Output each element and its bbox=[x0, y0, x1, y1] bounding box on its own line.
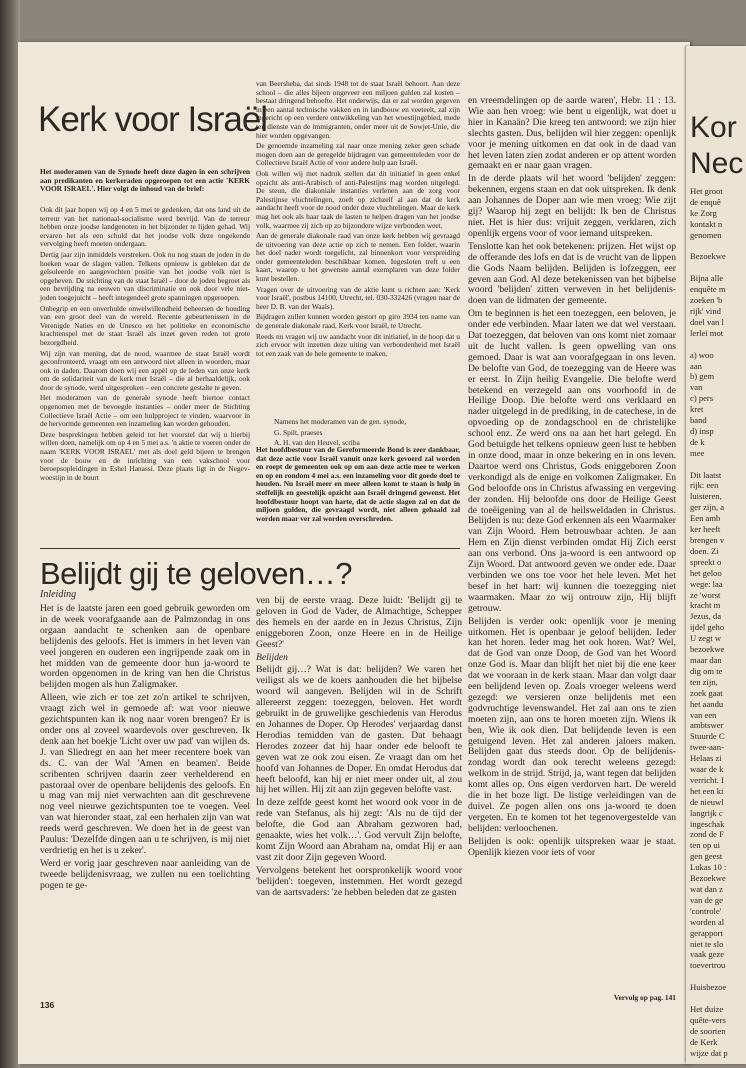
text-line: ten zijn, bbox=[690, 676, 718, 687]
article2-column-2-body bbox=[256, 665, 462, 898]
text-line bbox=[690, 971, 728, 982]
paragraph: Wij zijn van mening, dat de nood, waarmee de staat Israël wordt geconfronteerd, vraagt om een antwoord niet alleen in woorden, maar ook in daden. Daarom doen wij een appèl op de leden van onze kerk om de solidariteit van de kerk met Israël – die al herhaaldelijk, ook door de synode, werd uitgesproken – een concrete gestalte te geven. bbox=[40, 348, 250, 392]
text-line: wat dan z bbox=[690, 884, 723, 894]
text-line: twee-aan- bbox=[690, 742, 724, 753]
text-line: ke Zorg bbox=[690, 207, 717, 218]
text-line: Het groot bbox=[690, 186, 723, 196]
text-line: Bijna alle bbox=[690, 273, 724, 284]
text-line: spreekt o bbox=[690, 556, 722, 567]
text-line: kret bbox=[690, 404, 704, 415]
article1-column-2 bbox=[256, 80, 460, 370]
text-line: het een ki bbox=[690, 785, 724, 796]
text-line: Een amb bbox=[690, 513, 721, 524]
adjacent-page-text bbox=[690, 186, 728, 1059]
title-line: Nec bbox=[690, 147, 744, 180]
article1-column-1 bbox=[40, 206, 250, 546]
text-line: de k bbox=[690, 436, 705, 447]
text-line: bezoekwe bbox=[690, 644, 725, 655]
text-line: Het duize bbox=[690, 1003, 724, 1014]
text-line: de enquê bbox=[690, 196, 721, 207]
text-line: Dit laatst bbox=[690, 469, 722, 480]
paragraph: Belijden is verder ook: openlijk voor je mening uitkomen. Het is openbaar je geloof belijden. Ieder kan het horen. Ieder mag het ook horen. Wat? Wel, dat de God van onze Doop, de God van het Woord onze God is. Maar dan blijft het niet bij die ene keer dat we vooraan in de kerk staan. Maar dan volgt daar een belijdend leven op. Zoals vroeger weleens werd gezegd: we versieren onze belijdenis met een godvruchtige levenswandel. Het zal aan ons te zien moeten zijn, aan ons te horen moeten zijn. Wiens ik ben, Wie ik ook dien. Dat belijdende leven is een getuigend leven. Het zal anderen jaloers maken. Belijden gaat dus steeds door. Op de belijdenis-zondag wordt dan ook terecht weleens gezegd: welkom in de strijd. Strijd, ja, want tegen dat belijden komt alles op. Ons eigen verdorven hart. De wereld die in het boze ligt. De listige verleidingen van de duivel. Ze pogen allen ons ons ja-woord te doen vergeten. En te komen tot het tegenovergestelde van belijden: verloochenen. bbox=[468, 615, 676, 834]
text-line: ze 'worst bbox=[690, 589, 721, 600]
signature-line: Namens het moderamen van de gen. synode, bbox=[274, 417, 407, 426]
text-line: de nieuwl bbox=[690, 796, 724, 807]
article-title-belijdt-gij-te-geloven: Belijdt gij te geloven…? bbox=[40, 556, 352, 591]
text-line: Jezus, da bbox=[690, 611, 722, 622]
text-line: ijdel geho bbox=[690, 622, 725, 633]
paragraph: De genoemde inzameling zal naar onze mening zeker geen schade mogen doen aan de geregelde bijdragen van gemeenteleden voor de Collectieve Israël Actie of voor andere hulp aan Israël. bbox=[256, 141, 460, 168]
adjacent-page-title bbox=[690, 110, 743, 182]
text-line: kontakt n bbox=[690, 218, 723, 229]
paragraph: Het is de laatste jaren een goed gebruik geworden om in de week voorafgaande aan de Palmzondag in ons orgaan aandacht te schenken aan de openbare belijdenis des geloofs. Het is immers in het leven van veel jongeren en ouderen een ingrijpende zaak om in het midden van de gemeente door hun ja-woord te worden opgenomen in de kring van hen die Christus belijden mogen als hun Zaligmaker. bbox=[40, 603, 250, 691]
text-line: brengen v bbox=[690, 535, 725, 545]
text-line: 'controle' bbox=[690, 905, 722, 916]
text-line: Stuurde C bbox=[690, 731, 725, 742]
text-line: verricht. I bbox=[690, 774, 724, 785]
text-line: ker heeft bbox=[690, 524, 721, 535]
text-line: aan bbox=[690, 360, 702, 371]
text-line: zond de F bbox=[690, 829, 724, 840]
text-line: waar de k bbox=[690, 764, 724, 775]
text-line: quête-vers bbox=[690, 1014, 726, 1025]
article2-column-1 bbox=[40, 604, 250, 996]
text-line: het aandu bbox=[690, 698, 724, 709]
text-line: doel van l bbox=[690, 316, 724, 327]
text-line: gen geest bbox=[690, 851, 723, 862]
text-line: wijze dat p bbox=[690, 1047, 728, 1058]
paragraph: Deze besprekingen hebben geleid tot het voorstel dat wij u hierbij willen doen, namelijk om op 4 en 5 mei a.s. 'n aktie te voeren onder de naam 'KERK VOOR ISRAEL' met als doel geld bijeen te brengen voor de bouw en de inrichting van een vakschool voor beroepsopleidingen in Eshel Hanassi. Deze plaats ligt in de Negev-woestijn in de buurt bbox=[40, 429, 250, 482]
text-line: langrijk c bbox=[690, 807, 723, 818]
text-line: band bbox=[690, 415, 707, 426]
text-line: c) pers bbox=[690, 393, 714, 404]
adjacent-page bbox=[686, 46, 746, 1064]
text-line: de soorten bbox=[690, 1025, 726, 1036]
paragraph: Werd er vorig jaar geschreven naar aanleiding van de tweede belijdenisvraag, we zullen nu een toelichting pogen te ge- bbox=[40, 857, 250, 891]
paragraph: Onbegrip en een onverhulde onwelwillendheid beheersen de houding van een groot deel van de wereld. Recente gebeurtenissen in de Verenigde Naties en de Unesco en het politieke en economische krachtenspel met de staat Israël als inzet geven reden tot grote bezorgdheid. bbox=[40, 303, 250, 347]
text-line bbox=[690, 339, 728, 350]
text-line: dig om te bbox=[690, 665, 723, 676]
text-line: Lukas 10 : bbox=[690, 862, 727, 873]
paragraph: Aan de generale diakonale raad van onze kerk hebben wij gevraagd de uitvoering van deze actie op zich te nemen. Een folder, waarin het doel nader wordt toegelicht, zal binnenkort voor verspreiding onder gemeenteleden beschikbaar komen. Ingesloten treft u een kaart, waarop u het gewenste aantal exemplaren van deze folder kunt bestellen. bbox=[256, 231, 460, 284]
text-line: ten op ui bbox=[690, 840, 721, 851]
text-line: toevertrou bbox=[690, 960, 726, 971]
text-line: ingeschak bbox=[690, 818, 725, 829]
article2-column-2-intro bbox=[256, 596, 462, 651]
paragraph: Ook dit jaar hopen wij op 4 en 5 mei te gedenken, dat ons land uit de terreur van het nationaal-socialisme werd bevrijd. Van de terreur hebben onze joodse landgenoten in het bijzonder te lijden gehad. Wij ervaren het als een schuld dat het joodse volk deze ongekende vervolging heeft moeten ondergaan. bbox=[40, 205, 250, 249]
text-line: genomen bbox=[690, 229, 722, 240]
paragraph: Ook willen wij met nadruk stellen dat dit initiatief in geen enkel opzicht als anti-Arabisch of anti-Palestijns mag worden uitgelegd. De steun, die diakoniale instanties verlenen aan de zorg voor Palestijnse vluchtelingen, zoeft op zichzelf al aan dat de kerk aandacht heeft voor de nood onder deze vluchtelingen. Maar de kerk mag het ook als haar taak de lasten te helpen dragen van het joodse volk, waarmee zij zich op zo bijzondere wijze verbonden weet. bbox=[256, 168, 460, 230]
text-line: zoek gaat bbox=[690, 687, 723, 698]
signature-line: A. H. van den Heuvel, scriba bbox=[274, 438, 360, 448]
text-line: Bezoekwe bbox=[690, 873, 726, 884]
text-line: doen. Zi bbox=[690, 545, 719, 556]
signature-line: G. Spilt, praeses bbox=[274, 427, 323, 437]
text-line: worden al bbox=[690, 916, 725, 927]
text-line: U zegt w bbox=[690, 633, 722, 644]
text-line: a) woo bbox=[690, 349, 714, 360]
page-number: 136 bbox=[40, 1000, 55, 1010]
text-line: niet te slo bbox=[690, 938, 724, 949]
paragraph: van Beersheba, dat sinds 1948 tot de staat Israël behoort. Aan deze school – die alles bijeen ongeveer een miljoen gulden zal kosten – bestaat dringend behoefte. Het onderwijs, dat er zal worden gegeven in een aantal technische vakken en in landbouw en veeteelt, zal zijn ingericht op een verdere ontwikkeling van het woestijngebied, mede ten dienste van de immigranten, onder meer uit de Sowjet-Unie, die hier worden opgevangen. bbox=[256, 79, 460, 140]
text-line bbox=[690, 459, 728, 470]
gereformeerde-bond-note: Het hoofdbestuur van de Gereformeerde Bond is zeer dankbaar, dat deze actie voor Israël vanuit onze kerk gevoerd zal worden en roept de gemeenten ook op om aan deze actie mee te werken en op en rondom 4 mei a.s. een inzameling voor dit goede doel te houden. Nu Israël meer en meer alleen komt te staan is hulp in stoffelijk en geestelijk opzicht aan Israël dringend gewenst. Het hoofdbestuur hoopt van harte, dat de actie slagen zal en dat de miljoen gulden, die gevraagd wordt, niet alleen gehaald zal worden maar ver zal worden overschreden. bbox=[256, 445, 460, 523]
text-line: ger zijn, a bbox=[690, 502, 725, 513]
paragraph: Om te beginnen is het een toezeggen, een beloven, je onder ede verbinden. Maar laten we dat wel verstaan. Dat toezeggen, dat beloven van ons komt niet zomaar uit de lucht vallen. Is geen opwelling van ons gemoed. Daar is wat aan voorafgegaan in ons leven. De belofte van God, de toezegging van de Heere was er eerst. In Zijn heilig Evangelie. Die belofte werd betekend en verzegeld aan ons voorhoofd in de Heilige Doop. Die belofte werd ons verklaard en nader uitgelegd in de prediking, in de catechese, in de opvoeding op de zondagschool en de christelijke school enz. Ze werd ons na aan het hart gelegd. En God betuigde het telkens opnieuw geen lust te hebben in onze dood, maar in onze bekering en in ons leven. Daartoe werd ons Christus, Gods eniggeboren Zoon verkondigd als de enige en volkomen Zaligmaker. En God beloofde ons in Christus afwassing en vergeving der zonden. Hij beloofde ons door de Heilige Geest de toeëigening van al de heilsweldaden in Christus. Belijden is nu: deze God erkennen als een Waarmaker van Zijn Woord. Hem betrouwbaar achten. Je aan Hem en Zijn dienst verbinden omdat Hij Zich eerst aan ons verbond. Ons ja-woord is een antwoord op Zijn Woord. Dat antwoord geven we onder ede. Daar verbinden we ons toe voor het hele leven. Met het besef in het hart: wij kunnen die toezegging niet waarmaken. Maar zo wij ontrouw zijn, Hij blijft getrouw. bbox=[468, 308, 676, 614]
text-line: gerapport bbox=[690, 927, 723, 938]
text-line: van de ge bbox=[690, 894, 723, 905]
text-line: wege: laa bbox=[690, 578, 723, 589]
paragraph: Belijdt gij…? Wat is dat: belijden? We varen het veiligst als we de koers aanhouden die het bijbelse woord wil aangeven. Belijden wil in de Schrift allereerst zeggen: toezeggen, beloven. Het wordt gebruikt in de gruwelijke geschiedenis van Herodus en Johannes de Doper. Op Herodes' verjaardag danst Herodias temidden van de gasten. Dat behaagt Herodes zozeer dat hij haar onder ede belooft te geven wat ze ook zou eisen. Ze vraagt dan om het hoofd van Johannes de Doper. En omdat Herodus dat heeft beloofd, kan hij er niet meer onder uit, al zou hij het willen. Hij zit aan zijn gegeven belofte vast. bbox=[256, 664, 462, 796]
paragraph: Vragen over de uitvoering van de aktie kunt u richten aan: 'Kerk voor Israël', postbus 14100, Utrecht, tel. 030-332426 (vragen naar de heer D. B. van der Waals). bbox=[256, 284, 460, 311]
article2-column-3 bbox=[468, 96, 676, 994]
text-line: zoeken 'b bbox=[690, 295, 723, 306]
section-divider bbox=[40, 548, 460, 549]
paragraph: Alleen, wie zich er toe zet zo'n artikel te schrijven, vraagt zich wel in gemoede af: wat voor nieuwe gezichtspunten kan ik nog naar voren brengen? Er is onder ons al zoveel waardevols over geschreven. Ik denk aan het boekje 'Licht over uw pad' van wijlen ds. J. van Sliedregt en aan het meer recentere boek van ds. C. van der Wal 'Amen en beamen'. Beide scribenten schrijven daarin zeer verhelderend en pastoraal over de openbare belijdenis des geloofs. En u mag van mij niet verwachten aan dit geschrevene nog veel nieuwe gezichtspunten toe te voegen. Veel van wat hieronder staat, zal een herhalen zijn van wat reeds werd geschreven. We doen het in de geest van Paulus: 'Dezelfde dingen aan u te schrijven, is mij niet verdrietig en het is u zeker'. bbox=[40, 692, 250, 856]
paragraph: In deze zelfde geest komt het woord ook voor in de rede van Stefanus, als hij zegt: 'Als nu de tijd der belofte, die God aan Abraham gezworen had, genaakte, wies het volk…'. God vervult Zijn belofte, komt Zijn Woord aan Abraham na, omdat Hij er aan vast zit door Zijn gegeven Woord. bbox=[256, 797, 462, 863]
text-line: rijk' vind bbox=[690, 305, 721, 316]
paragraph: ven bij de eerste vraag. Deze luidt: 'Belijdt gij te geloven in God de Vader, de Almachtige, Schepper des hemels en der aarde en in Jezus Christus, Zijn eniggeboren Zoon, onze Heere en in de Heilige Geest?' bbox=[256, 595, 462, 650]
text-line bbox=[690, 262, 728, 273]
text-line bbox=[690, 241, 728, 252]
paragraph: Reeds nu vragen wij uw aandacht voor dit initiatief, in de hoop dat u zich ervoor wilt inzetten deze uiting van verbondenheid met Israël tot een zaak van de hele gemeente te maken. bbox=[256, 331, 460, 358]
book-spine bbox=[0, 0, 20, 1068]
paragraph: Belijden is ook: openlijk uitspreken waar je staat. Openlijk kiezen voor iets of voor bbox=[468, 835, 676, 858]
article-title-kerk-voor-israel: Kerk voor Israël bbox=[38, 100, 268, 139]
text-line: luisteren, bbox=[690, 491, 722, 502]
text-line: d) insp bbox=[690, 425, 714, 436]
article-subtitle: Inleiding bbox=[40, 589, 77, 600]
text-line: maar dan bbox=[690, 654, 722, 665]
paragraph: Tenslotte kan het ook betekenen: prijzen. Het wijst op de offerande des lofs en dat is de vrucht van de lippen die Gods Naam belijden. Belijden is lofzeggen, eer geven aan God. Al deze betekenissen van het bijbelse woord 'belijden' zitten verweven in het belijdenis-doen van de lidmaten der gemeente. bbox=[468, 240, 676, 307]
text-line: Bezoekwe bbox=[690, 251, 726, 262]
text-line: van een bbox=[690, 709, 717, 720]
text-line: van bbox=[690, 382, 703, 393]
text-line: b) gem bbox=[690, 371, 715, 382]
text-line: de Kerk bbox=[690, 1036, 718, 1047]
text-line: ambtswer bbox=[690, 720, 724, 731]
text-line: rijk: een bbox=[690, 480, 719, 491]
paragraph: en vreemdelingen op de aarde waren', Hebr. 11 : 13. Wie aan hen vroeg: wie bent u eigenlijk, wat doet u hier in Kanaän? Die kreeg ten antwoord: we zijn hier slechts gasten. Dus, belijden wil hier zeggen: openlijk voor je mening uitkomen en dat ook in de daad van het leven laten zien zodat anderen er op attent worden gemaakt en er naar gaan vragen. bbox=[468, 95, 676, 172]
paragraph: Bijdragen zullen kunnen worden gestort op giro 3934 ten name van de generale diakonale raad, Kerk voor Israël, te Utrecht. bbox=[256, 312, 460, 331]
section-heading-belijden: Belijden bbox=[256, 651, 288, 663]
text-line: het geloo bbox=[690, 567, 722, 578]
continued-note: Vervolg op pag. 141 bbox=[613, 993, 676, 1002]
text-line: lerlei mot bbox=[690, 327, 724, 338]
article-intro: Het moderamen van de Synode heeft deze dagen in een schrijven aan predikanten en kerkeraden opgeroepen tot een actie 'KERK VOOR ISRAEL'. Hier volgt de inhoud van de brief: bbox=[40, 167, 250, 194]
paragraph: Vervolgens betekent het oorspronkelijk woord voor 'belijden': toegeven, instemmen. Het wordt gezegd van de aartsvaders: 'ze hebben beleden dat ze gasten bbox=[256, 864, 462, 898]
title-line: Kor bbox=[690, 111, 737, 144]
text-line: Huisbezoe bbox=[690, 982, 727, 993]
text-line: Helaas zi bbox=[690, 753, 722, 764]
paragraph: Het moderamen van de generale synode heeft hiertoe contact opgenomen met de bevoegde instanties – onder meer de Stichting Collectieve Israël Actie – om een hulpproject te vinden, waarvoor in de hervormde gemeenten een inzameling kan worden gehouden. bbox=[40, 393, 250, 429]
text-line bbox=[690, 993, 728, 1004]
text-line: kracht m bbox=[690, 600, 721, 611]
text-line: vaak geze bbox=[690, 949, 725, 960]
paragraph: Dertig jaar zijn inmiddels verstreken. Ook nu nog staan de joden in de hoeken waar de slagen vallen. Telkens opnieuw is gebleken dat de geïsoleerde en aangevochten positie van het joodse volk niet is opgeheven. De stichting van de staat Israël – door de joden begroet als een bevrijding na eeuwen van discriminatie en ook door vele niet-joden toegejuicht – heeft integendeel grote spanningen opgeroepen. bbox=[40, 249, 250, 302]
text-line: mee bbox=[690, 447, 705, 458]
text-line: enquête m bbox=[690, 284, 726, 295]
paragraph: In de derde plaats wil het woord 'belijden' zeggen: bekennen, ergens staan en dat ook uitspreken. Ik denk aan Johannes de Doper aan wie men vroeg: Wie zijt gij? Waarop hij zegt en belijdt: Ik ben de Christus niet. Het is hier dus: vrijuit zeggen, verklaren, zich openlijk ergens voor of voor iemand uitspreken. bbox=[468, 173, 676, 239]
article2-column-2 bbox=[256, 596, 462, 1001]
